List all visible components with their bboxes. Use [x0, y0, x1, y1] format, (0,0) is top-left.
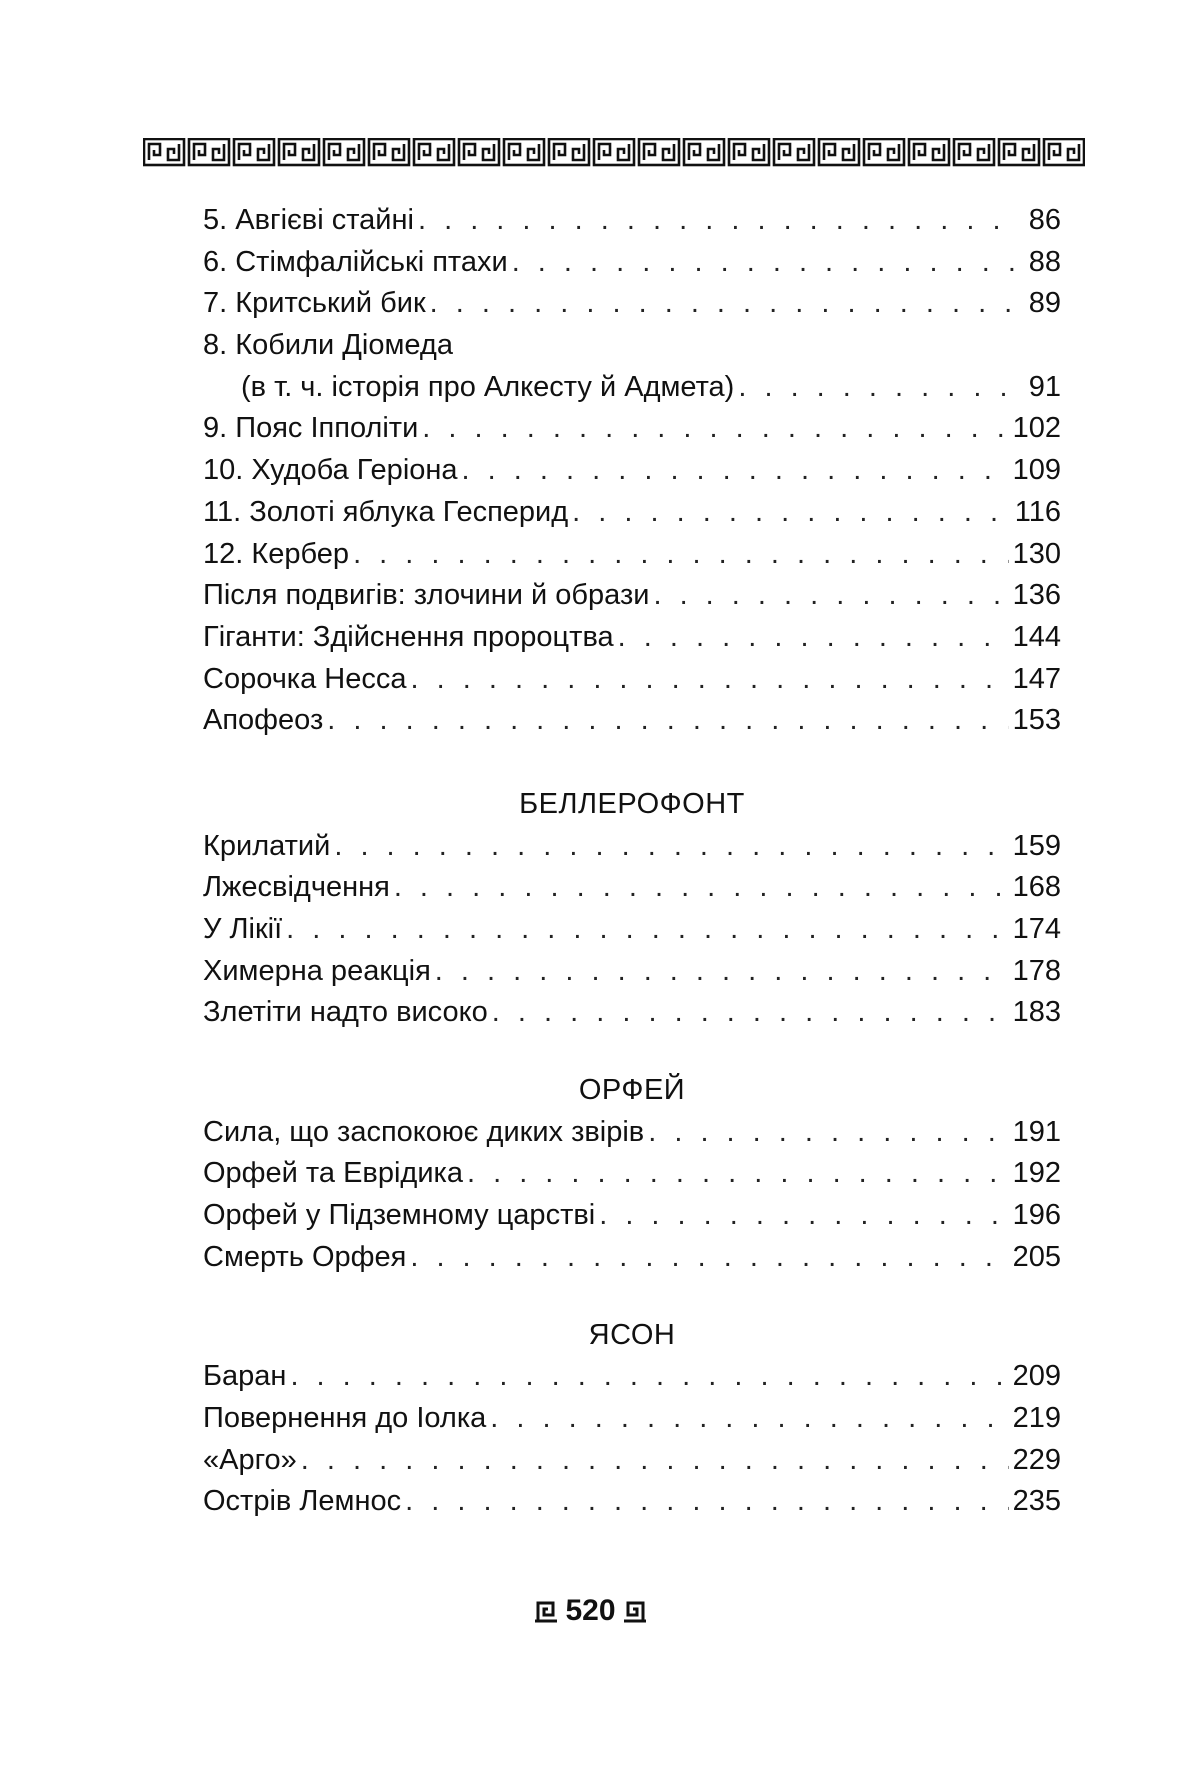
toc-entry-label: Орфей у Підземному царстві: [203, 1199, 596, 1232]
dot-leader: [353, 534, 1009, 576]
section-title: БЕЛЛЕРОФОНТ: [519, 787, 745, 820]
toc-entry[interactable]: [203, 283, 1061, 325]
section-spacer: [203, 1034, 1061, 1070]
toc-entry-page: 196: [1012, 1199, 1061, 1232]
toc-entry-page: 89: [1028, 287, 1061, 320]
dot-leader: [492, 992, 1009, 1034]
toc-entry[interactable]: [203, 1481, 1061, 1523]
toc-entry-label: Острів Лемнос: [203, 1485, 402, 1518]
dot-leader: [422, 408, 1008, 450]
dot-leader: [418, 200, 1021, 242]
toc-entry-page: 229: [1012, 1443, 1061, 1476]
toc-entry-label: У Лікії: [203, 913, 283, 945]
toc-entry-page: 144: [1012, 620, 1061, 653]
toc-entry[interactable]: [203, 909, 1061, 951]
toc-entry-label: Сила, що заспокоює диких звірів: [203, 1115, 645, 1148]
dot-leader: [618, 617, 1009, 659]
toc-entry-page: 178: [1012, 954, 1061, 987]
dot-leader: [512, 242, 1021, 284]
dot-leader: [653, 575, 1008, 617]
dot-leader: [394, 867, 1009, 909]
dot-leader: [290, 1356, 1008, 1398]
toc-entry[interactable]: [203, 325, 1061, 367]
toc-entry-label: 7. Критський бик: [203, 287, 426, 320]
meander-icon: [143, 138, 1085, 168]
toc-entry-page: 130: [1012, 537, 1061, 570]
page-number: 520: [565, 1594, 616, 1627]
toc-entry[interactable]: [203, 367, 1061, 409]
toc-entry-page: 109: [1012, 454, 1061, 487]
toc-entry-page: 147: [1012, 662, 1061, 695]
page-footer: [0, 1596, 1181, 1626]
toc-entry-page: 219: [1012, 1401, 1061, 1434]
toc-entry-label: Після подвигів: злочини й образи: [203, 579, 650, 612]
toc-entry[interactable]: [203, 408, 1061, 450]
toc-entry-page: 174: [1012, 913, 1061, 945]
toc-entry[interactable]: [203, 534, 1061, 576]
toc-entry-page: 209: [1012, 1360, 1061, 1393]
toc-entry[interactable]: [203, 450, 1061, 492]
toc-entry-label: 12. Кербер: [203, 537, 350, 570]
toc-entry-label: Сорочка Несса: [203, 662, 407, 695]
toc-entry[interactable]: [203, 1153, 1061, 1195]
dot-leader: [467, 1153, 1009, 1195]
toc-entry-page: 116: [1014, 495, 1061, 528]
toc-entry-page: 153: [1012, 704, 1061, 737]
dot-leader: [327, 700, 1008, 742]
meander-left-icon: [533, 1599, 559, 1623]
dot-leader: [648, 1112, 1008, 1154]
section-spacer: [203, 742, 1061, 784]
dot-leader: [334, 826, 1008, 868]
greek-key-border-top: [143, 138, 1085, 168]
toc-entry-page: 159: [1012, 829, 1061, 862]
toc-entry-label: Апофеоз: [203, 704, 324, 737]
toc-entry[interactable]: [203, 492, 1061, 534]
dot-leader: [738, 367, 1021, 409]
section-title: ЯСОН: [588, 1318, 676, 1351]
toc-entry-label: Химерна реакція: [203, 954, 431, 987]
toc-entry-label: Повернення до Іолка: [203, 1401, 487, 1434]
toc-entry-label: Лжесвідчення: [203, 871, 390, 904]
dot-leader: [430, 283, 1021, 325]
toc-entry-label: Смерть Орфея: [203, 1240, 407, 1273]
toc-entry-label: 10. Худоба Геріона: [203, 454, 458, 487]
toc-entry-label: Баран: [203, 1360, 287, 1393]
dot-leader: [405, 1481, 1008, 1523]
toc-entry-page: 136: [1012, 579, 1061, 612]
toc-entry[interactable]: [203, 242, 1061, 284]
dot-leader: [462, 450, 1009, 492]
toc-entry[interactable]: [203, 1398, 1061, 1440]
dot-leader: [286, 909, 1008, 951]
section-title: ОРФЕЙ: [578, 1074, 686, 1107]
table-of-contents: [203, 200, 1061, 1523]
toc-entry-label: Крилатий: [203, 829, 331, 862]
toc-entry[interactable]: [203, 1195, 1061, 1237]
toc-entry-page: 235: [1012, 1485, 1061, 1518]
toc-entry[interactable]: [203, 951, 1061, 993]
toc-entry-label: 9. Пояс Іпполіти: [203, 412, 419, 445]
toc-entry[interactable]: [203, 200, 1061, 242]
toc-entry-page: 183: [1012, 996, 1061, 1029]
toc-entry[interactable]: [203, 700, 1061, 742]
toc-entry-label: «Арго»: [203, 1443, 297, 1476]
dot-leader: [435, 951, 1009, 993]
dot-leader: [572, 492, 1011, 534]
toc-entry-label: 5. Авгієві стайні: [203, 204, 414, 236]
toc-entry-page: 205: [1012, 1240, 1061, 1273]
toc-entry-page: 86: [1028, 204, 1061, 236]
toc-entry[interactable]: [203, 575, 1061, 617]
toc-entry[interactable]: [203, 1440, 1061, 1482]
section-spacer: [203, 1279, 1061, 1315]
toc-entry[interactable]: [203, 617, 1061, 659]
dot-leader: [301, 1440, 1009, 1482]
meander-right-icon: [622, 1599, 648, 1623]
toc-entry-page: 191: [1012, 1115, 1061, 1148]
dot-leader: [411, 659, 1009, 701]
toc-entry[interactable]: [203, 1237, 1061, 1279]
toc-entry[interactable]: [203, 1356, 1061, 1398]
toc-entry[interactable]: [203, 826, 1061, 868]
toc-entry-page: 192: [1012, 1157, 1061, 1190]
dot-leader: [599, 1195, 1008, 1237]
toc-entry-label: (в т. ч. історія про Алкесту й Адмета): [241, 370, 735, 403]
toc-entry-page: 168: [1012, 871, 1061, 904]
toc-entry-label: 8. Кобили Діомеда: [203, 329, 453, 362]
toc-entry[interactable]: [203, 659, 1061, 701]
toc-entry[interactable]: [203, 992, 1061, 1034]
toc-entry-label: 11. Золоті яблука Гесперид: [203, 495, 569, 528]
toc-entry-page: 91: [1028, 370, 1061, 403]
toc-entry[interactable]: [203, 1112, 1061, 1154]
toc-entry-label: Гіганти: Здійснення пророцтва: [203, 620, 614, 653]
toc-entry[interactable]: [203, 867, 1061, 909]
toc-entry-label: 6. Стімфалійські птахи: [203, 245, 508, 278]
toc-entry-label: Орфей та Еврідика: [203, 1157, 463, 1190]
toc-entry-page: 88: [1028, 245, 1061, 278]
toc-entry-label: Злетіти надто високо: [203, 996, 488, 1029]
toc-entry-page: 102: [1012, 412, 1061, 445]
dot-leader: [490, 1398, 1008, 1440]
dot-leader: [410, 1237, 1008, 1279]
